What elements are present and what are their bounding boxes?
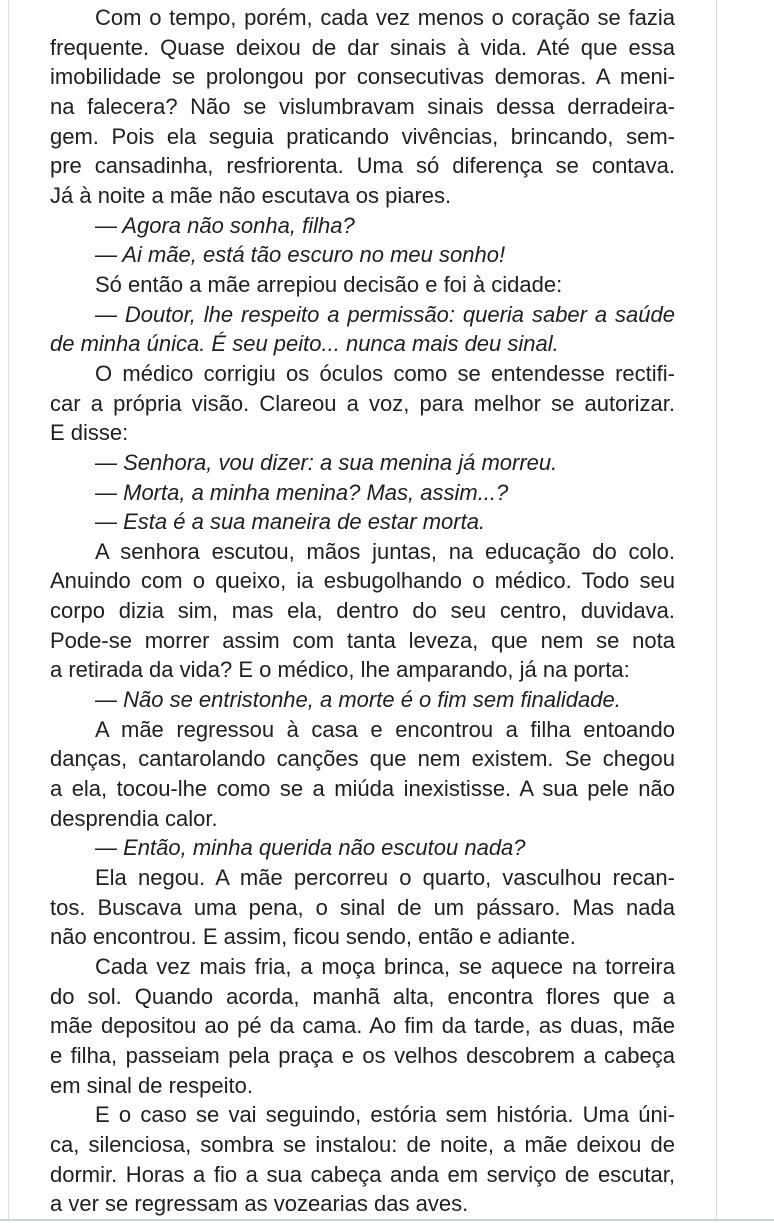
text-line: — Agora não sonha, filha? <box>95 212 355 238</box>
dialogue-paragraph <box>50 507 675 537</box>
text-line: em sinal de respeito. <box>50 1072 253 1098</box>
text-line: Ela negou. A mãe percorreu o quarto, vasculhou recan- <box>95 865 675 891</box>
text-line: Só então a mãe arrepiou decisão e foi à cidade: <box>95 271 563 297</box>
text-line: frequente. Quase deixou de dar sinais à vida. Até que essa <box>50 34 675 60</box>
text-line: mãe depositou ao pé da cama. Ao fim da tarde, as duas, mãe <box>50 1013 675 1039</box>
text-line: danças, cantarolando canções que nem existem. Se chegou <box>50 746 675 772</box>
text-line: a ela, tocou-lhe como se a miúda inexistisse. A sua pele não <box>50 776 675 802</box>
text-line: E disse: <box>50 420 129 446</box>
text-line: do sol. Quando acorda, manhã alta, encontra flores que a <box>50 983 675 1009</box>
dialogue-paragraph <box>50 240 675 270</box>
paragraph <box>50 270 675 300</box>
text-line: — Senhora, vou dizer: a sua menina já morreu. <box>95 449 558 475</box>
text-line: — Não se entristonhe, a morte é o fim sem finalidade. <box>95 687 621 713</box>
text-line: — Morta, a minha menina? Mas, assim...? <box>95 479 509 505</box>
dialogue-paragraph <box>50 448 675 478</box>
text-line: Cada vez mais fria, a moça brinca, se aquece na torreira <box>95 954 675 979</box>
text-line: e filha, passeiam pela praça e os velhos descobrem a cabeça <box>50 1042 675 1068</box>
paragraph <box>50 952 675 1100</box>
text-line: — Doutor, lhe respeito a permissão: queria saber a saúde <box>95 301 675 327</box>
text-line: A senhora escutou, mãos juntas, na educação do colo. <box>95 538 675 564</box>
text-line: — Então, minha querida não escutou nada? <box>95 835 526 861</box>
text-line: de minha única. É seu peito... nunca mais deu sinal. <box>50 331 559 357</box>
paragraph <box>50 537 675 685</box>
text-line: desprendia calor. <box>50 805 218 831</box>
paragraph <box>50 3 675 211</box>
text-line: não encontrou. E assim, ficou sendo, então e adiante. <box>50 924 576 950</box>
text-line: — Ai mãe, está tão escuro no meu sonho! <box>95 242 506 268</box>
text-line: Já à noite a mãe não escutava os piares. <box>50 182 452 208</box>
paragraph <box>50 715 675 834</box>
text-line: a retirada da vida? E o médico, lhe amparando, já na porta: <box>50 657 630 683</box>
document-page <box>8 0 717 1223</box>
text-line: tos. Buscava uma pena, o sinal de um pássaro. Mas nada <box>50 894 675 920</box>
text-line: E o caso se vai seguindo, estória sem história. Uma úni- <box>95 1102 675 1128</box>
paragraph <box>50 1100 675 1219</box>
text-line: car a própria visão. Clareou a voz, para melhor se autorizar. <box>50 390 675 416</box>
text-line: dormir. Horas a fio a sua cabeça anda em serviço de escutar, <box>50 1161 675 1187</box>
paragraph <box>50 863 675 952</box>
text-line: pre cansadinha, resfriorenta. Uma só diferença se contava. <box>50 153 675 179</box>
text-line: gem. Pois ela seguia praticando vivências, brincando, sem- <box>50 123 675 149</box>
dialogue-paragraph <box>50 478 675 508</box>
text-line: Anuindo com o queixo, ia esbugolhando o médico. Todo seu <box>50 568 675 594</box>
text-line: corpo dizia sim, mas ela, dentro do seu centro, duvidava. <box>50 598 675 624</box>
dialogue-paragraph <box>50 211 675 241</box>
text-line: O médico corrigiu os óculos como se entendesse rectifi- <box>95 360 675 386</box>
dialogue-paragraph <box>50 685 675 715</box>
text-line: A mãe regressou à casa e encontrou a filha entoando <box>95 716 675 742</box>
text-line: Com o tempo, porém, cada vez menos o coração se fazia <box>95 5 675 30</box>
text-line: a ver se regressam as vozearias das aves. <box>50 1191 469 1217</box>
text-line: — Esta é a sua maneira de estar morta. <box>95 509 486 535</box>
page-text <box>50 3 675 1219</box>
paragraph <box>50 359 675 448</box>
text-line: na falecera? Não se vislumbravam sinais dessa derradeira- <box>50 93 675 119</box>
text-line: ca, silenciosa, sombra se instalou: de noite, a mãe deixou de <box>50 1131 675 1157</box>
dialogue-paragraph <box>50 300 675 359</box>
text-line: imobilidade se prolongou por consecutivas demoras. A meni- <box>50 64 675 90</box>
dialogue-paragraph <box>50 833 675 863</box>
text-line: Pode-se morrer assim com tanta leveza, que nem se nota <box>50 627 675 653</box>
